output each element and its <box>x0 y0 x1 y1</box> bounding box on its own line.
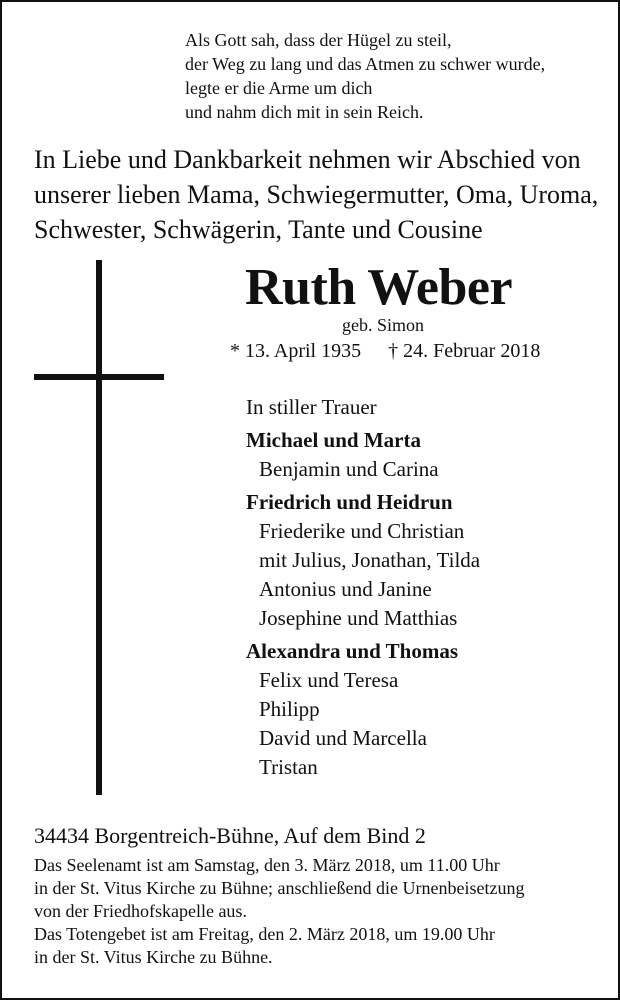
notes-line: Das Seelenamt ist am Samstag, den 3. März 2018, um 11.00 Uhr <box>34 855 500 875</box>
intro-line: unserer lieben Mama, Schwiegermutter, Oma, Uroma, <box>34 180 599 209</box>
notes-line: von der Friedhofskapelle aus. <box>34 901 247 921</box>
service-notes <box>34 854 524 969</box>
intro-line: In Liebe und Dankbarkeit nehmen wir Abschied von <box>34 145 581 174</box>
family-member: Benjamin und Carina <box>259 457 439 481</box>
intro-text <box>34 142 598 247</box>
intro-line: Schwester, Schwägerin, Tante und Cousine <box>34 215 483 244</box>
poem-line: und nahm dich mit in sein Reich. <box>185 102 424 122</box>
death-date: † 24. Februar 2018 <box>388 340 541 362</box>
family-member: Philipp <box>259 697 320 721</box>
notes-line: in der St. Vitus Kirche zu Bühne. <box>34 947 273 967</box>
mourners-list <box>246 393 480 782</box>
notes-line: Das Totengebet ist am Freitag, den 2. März 2018, um 19.00 Uhr <box>34 924 495 944</box>
family-member: Felix und Teresa <box>259 668 399 692</box>
cross-icon <box>96 260 102 795</box>
family-member: Antonius und Janine <box>259 577 432 601</box>
family-parents: Michael und Marta <box>246 428 421 452</box>
deceased-name: Ruth Weber <box>245 259 513 316</box>
family-member: mit Julius, Jonathan, Tilda <box>259 548 481 572</box>
notes-line: in der St. Vitus Kirche zu Bühne; anschließend die Urnenbeisetzung <box>34 878 525 898</box>
poem-line: legte er die Arme um dich <box>185 78 373 98</box>
family-member: Friederike und Christian <box>259 519 465 543</box>
poem <box>185 28 545 124</box>
family-member: Josephine und Matthias <box>259 606 458 630</box>
birth-date: * 13. April 1935 <box>230 340 362 362</box>
maiden-name: geb. Simon <box>342 315 425 335</box>
poem-line: der Weg zu lang und das Atmen zu schwer wurde, <box>185 54 546 74</box>
poem-line: Als Gott sah, dass der Hügel zu steil, <box>185 30 452 50</box>
family-parents: Friedrich und Heidrun <box>246 490 453 514</box>
mourning-heading: In stiller Trauer <box>246 395 377 419</box>
family-member: Tristan <box>259 755 318 779</box>
family-parents: Alexandra und Thomas <box>246 639 459 663</box>
family-member: David und Marcella <box>259 726 427 750</box>
cross-icon-bar <box>34 374 164 380</box>
life-dates <box>230 340 540 363</box>
address: 34434 Borgentreich-Bühne, Auf dem Bind 2 <box>34 823 426 848</box>
